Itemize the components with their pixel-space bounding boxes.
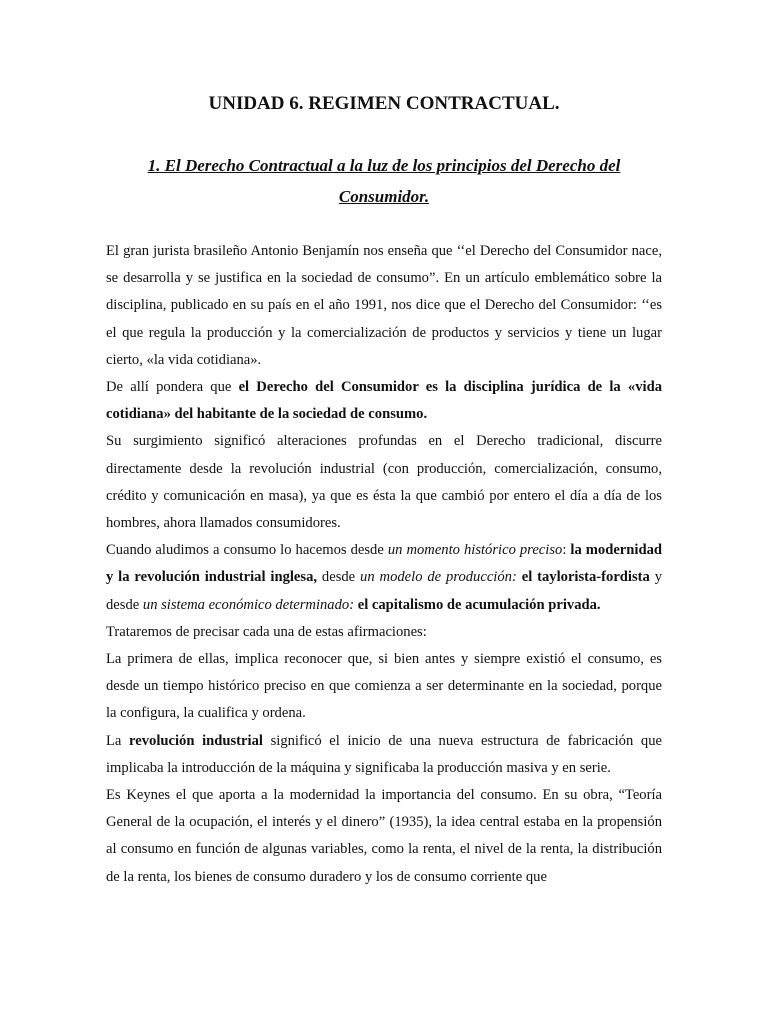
paragraph-2 [106,374,662,428]
document-body [106,238,662,891]
paragraph-1: El gran jurista brasileño Antonio Benjamín nos enseña que ‘‘el Derecho del Consumidor nace, se desarrolla y se justifica en la sociedad de consumo”. En un artículo emblemático sobre la disciplina, publicado en su país en el año 1991, nos dice que el Derecho del Consumidor: ‘‘es el que regula la producción y la comercialización de productos y servicios y tiene un lugar cierto, «la vida cotidiana». [106,243,662,368]
bold-text: revolución industrial [129,732,263,749]
bold-text: el taylorista-fordista [521,569,650,586]
paragraph-5: Trataremos de precisar cada una de estas afirmaciones: [106,623,427,640]
paragraph-text: y desde [106,569,662,613]
italic-text: un sistema económico determinado: [142,596,355,613]
paragraph-text: Cuando aludimos a consumo lo hacemos desde [106,542,388,559]
paragraph-8: Es Keynes el que aporta a la modernidad la importancia del consumo. En su obra, “Teoría General de la ocupación, el interés y el dinero” (1935), la idea central estaba en la propensión al consumo en función de algunas variables, como la renta, el nivel de la renta, la distribución de la renta, los bienes de consumo duradero y los de consumo corriente que [106,787,662,885]
paragraph-3: Su surgimiento significó alteraciones profundas en el Derecho tradicional, discurre directamente desde la revolución industrial (con producción, comercialización, consumo, crédito y comunicación en masa), ya que es ésta la que cambió por entero el día a día de los hombres, ahora llamados consumidores. [106,433,662,532]
italic-text: un modelo de producción: [360,569,517,586]
paragraph-6: La primera de ellas, implica reconocer que, si bien antes y siempre existió el consumo, es desde un tiempo histórico preciso en que comienza a ser determinante en la sociedad, porque la configura, la cualifica y ordena. [106,651,662,722]
bold-text: la modernidad y la revolución industrial inglesa, [106,542,662,586]
document-title: UNIDAD 6. REGIMEN CONTRACTUAL. [208,93,560,114]
bold-text: el capitalismo de acumulación privada. [357,596,601,613]
paragraph-text: De allí pondera que [106,379,239,396]
paragraph-text: : [562,542,571,559]
section-heading: 1. El Derecho Contractual a la luz de los principios del Derecho del Consumidor. [147,156,621,206]
paragraph-4 [106,537,662,619]
italic-text: un momento histórico preciso [387,542,563,559]
paragraph-7 [106,728,662,782]
paragraph-text: La [106,732,130,749]
bold-text: el Derecho del Consumidor es la disciplina jurídica de la «vida cotidiana» del habitante de la sociedad de consumo. [106,379,662,423]
paragraph-text: significó el inicio de una nueva estructura de fabricación que implicaba la introducción de la máquina y significaba la producción masiva y en serie. [106,732,662,776]
paragraph-text: desde [317,569,361,586]
